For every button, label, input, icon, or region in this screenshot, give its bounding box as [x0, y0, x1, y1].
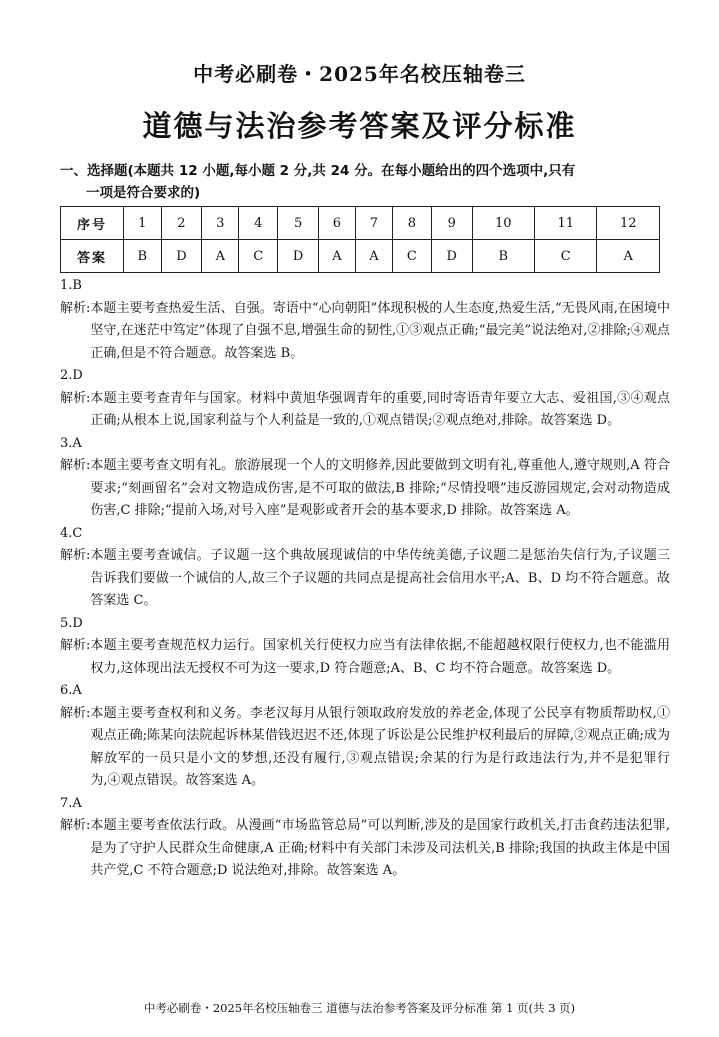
- explanation-text: 本题主要考查依法行政。从漫画“市场监管总局”可以判断,涉及的是国家行政机关,打击食药违法犯罪,是为了守护人民群众生命健康,A 正确;材料中有关部门未涉及司法机关,B 排除;我国的执政主体是中国共产党,C 不符合题意;D 说法绝对,排除。故答案选 A。: [90, 818, 670, 878]
- explanation-item: [60, 365, 670, 433]
- answer-cell: C: [392, 240, 431, 273]
- explanation-item: [60, 433, 670, 523]
- answer-cell: C: [239, 240, 278, 273]
- question-answer-number: 3.A: [60, 435, 82, 451]
- explanation-label: 解析:: [60, 818, 91, 833]
- question-number-cell: 9: [431, 207, 472, 240]
- answer-cell: B: [124, 240, 162, 273]
- question-number-cell: 10: [472, 207, 534, 240]
- answer-cell: D: [431, 240, 472, 273]
- explanation-item: [60, 523, 670, 613]
- question-number-cell: 8: [392, 207, 431, 240]
- explanation-label: 解析:: [60, 548, 91, 563]
- page-footer: 中考必刷卷・2025年名校压轴卷三 道德与法治参考答案及评分标准 第 1 页(共 3 页): [143, 1001, 576, 1015]
- explanation-item: [60, 793, 670, 883]
- explanation-label: 解析:: [60, 458, 91, 473]
- explanation-item: [60, 680, 670, 793]
- answer-table-number-row: [61, 207, 660, 240]
- explanation-label: 解析:: [60, 705, 91, 721]
- explanation-text: 本题主要考查文明有礼。旅游展现一个人的文明修养,因此要做到文明有礼,尊重他人,遵守规则,A 符合要求;“刻画留名”会对文物造成伤害,是不可取的做法,B 排除;“尽情投喂”违反游园规定,会对动物造成伤害,C 排除;“提前入场,对号入座”是观影或者开会的基本要求,D 排除。故答案选 A。: [90, 458, 670, 518]
- question-number-cell: 12: [597, 207, 660, 240]
- question-number-cell: 6: [318, 207, 355, 240]
- row-label-number: 序号: [61, 207, 124, 240]
- question-number-cell: 3: [202, 207, 239, 240]
- answer-cell: D: [161, 240, 202, 273]
- explanation-label: 解析:: [60, 300, 91, 316]
- question-number-cell: 7: [355, 207, 392, 240]
- answer-cell: A: [355, 240, 392, 273]
- answer-cell: B: [472, 240, 534, 273]
- explanation-text: 本题主要考查热爱生活、自强。寄语中“心向朝阳”体现积极的人生态度,热爱生活,“无畏风雨,在困境中坚守,在迷茫中笃定”体现了自强不息,增强生命的韧性,①③观点正确;“最完美”说法绝对,②排除;④观点正确,但是不符合题意。故答案选 B。: [90, 300, 670, 361]
- section-heading-line-2: 一项是符合要求的): [86, 185, 201, 201]
- question-number-cell: 1: [124, 207, 162, 240]
- question-number-cell: 5: [278, 207, 319, 240]
- question-answer-number: 6.A: [60, 683, 82, 698]
- question-answer-number: 5.D: [60, 615, 83, 631]
- answer-cell: D: [278, 240, 319, 273]
- answer-cell: A: [318, 240, 355, 273]
- answer-table-answer-row: [61, 240, 660, 273]
- answer-table: [60, 206, 660, 273]
- question-answer-number: 7.A: [60, 795, 82, 811]
- explanation-text: 本题主要考查规范权力运行。国家机关行使权力应当有法律依据,不能超越权限行使权力,也不能滥用权力,这体现出法无授权不可为这一要求,D 符合题意;A、B、C 均不符合题意。故答案选 D。: [90, 638, 670, 676]
- document-title: 道德与法治参考答案及评分标准: [142, 109, 577, 143]
- question-number-cell: 11: [535, 207, 597, 240]
- section-heading-line-1: 一、选择题(本题共 12 小题,每小题 2 分,共 24 分。在每小题给出的四个选项中,只有: [60, 163, 576, 179]
- answer-cell: A: [202, 240, 239, 273]
- explanation-text: 本题主要考查权利和义务。李老汉每月从银行领取政府发放的养老金,体现了公民享有物质帮助权,①观点正确;陈某向法院起诉林某借钱迟迟不还,体现了诉讼是公民维护权利最后的屏障,②观点正确;成为解放军的一员只是小文的梦想,还没有履行,③观点错误;余某的行为是行政违法行为,并不是犯罪行为,④观点错误。故答案选 A。: [90, 705, 670, 788]
- explanation-label: 解析:: [60, 638, 91, 653]
- question-number-cell: 4: [239, 207, 278, 240]
- explanation-label: 解析:: [60, 390, 91, 406]
- question-answer-number: 2.D: [60, 368, 83, 383]
- section-heading: [60, 160, 672, 204]
- explanation-text: 本题主要考查诚信。子议题一这个典故展现诚信的中华传统美德,子议题二是惩治失信行为,子议题三告诉我们要做一个诚信的人,故三个子议题的共同点是提高社会信用水平;A、B、D 均不符合题意。故答案选 C。: [90, 548, 670, 608]
- row-label-answer: 答案: [61, 240, 124, 273]
- question-answer-number: 4.C: [60, 525, 83, 541]
- question-answer-number: 1.B: [60, 278, 82, 293]
- explanation-item: [60, 613, 670, 681]
- exam-series-title: 中考必刷卷・2025年名校压轴卷三: [193, 62, 526, 86]
- explanations-list: [60, 275, 670, 883]
- explanation-text: 本题主要考查青年与国家。材料中黄旭华强调青年的重要,同时寄语青年要立大志、爱祖国,③④观点正确;从根本上说,国家利益与个人利益是一致的,①观点错误;②观点绝对,排除。故答案选 D。: [90, 390, 670, 428]
- answer-cell: A: [597, 240, 660, 273]
- answer-cell: C: [535, 240, 597, 273]
- question-number-cell: 2: [161, 207, 202, 240]
- explanation-item: [60, 275, 670, 365]
